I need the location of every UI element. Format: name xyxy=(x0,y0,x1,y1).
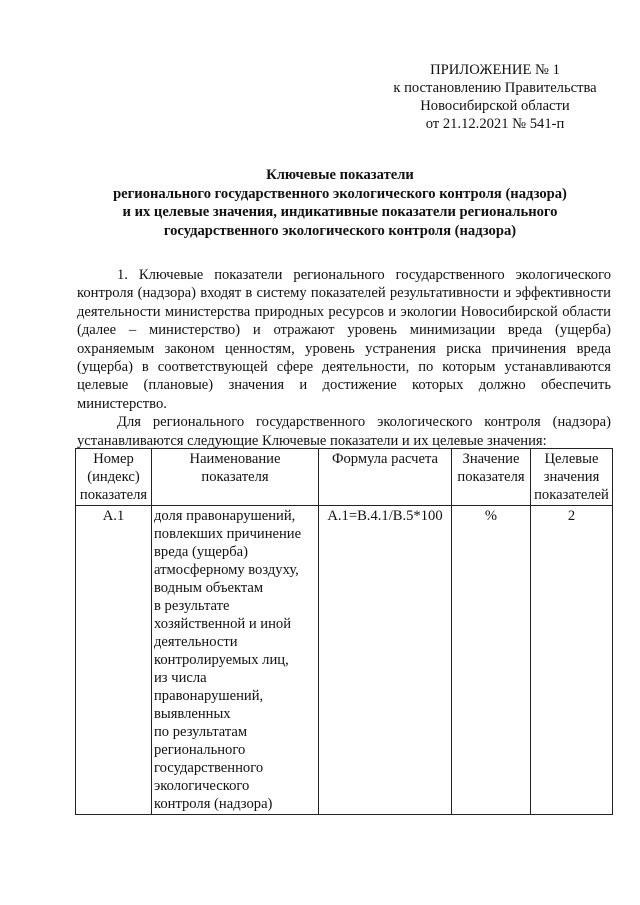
cell-target: 2 xyxy=(531,506,613,815)
appendix-resolution: к постановлению Правительства xyxy=(393,80,597,96)
cell-unit: % xyxy=(452,506,531,815)
title-line-4: государственного экологического контроля (надзора) xyxy=(163,222,517,239)
header-target: Целевые значения показателей xyxy=(531,449,613,506)
header-index: Номер (индекс) показателя xyxy=(76,449,152,506)
cell-name: доля правонарушений, повлекших причинение вреда (ущерба) атмосферному воздуху, водным объектам в результате хозяйственной и иной деятельности контролируемых лиц, из числа правонарушений, выявленных по результатам регионального государственного экологического контроля (надзора) xyxy=(152,506,319,815)
appendix-region: Новосибирской области xyxy=(420,98,570,114)
header-name: Наименование показателя xyxy=(152,449,319,506)
appendix-number: ПРИЛОЖЕНИЕ № 1 xyxy=(430,62,560,78)
title-line-2: регионального государственного экологического контроля (надзора) xyxy=(113,185,567,202)
cell-formula: А.1=В.4.1/В.5*100 xyxy=(319,506,452,815)
appendix-header xyxy=(385,61,605,133)
table-header-row xyxy=(76,449,613,506)
appendix-date: от 21.12.2021 № 541-п xyxy=(425,116,565,132)
title-line-3: и их целевые значения, индикативные показатели регионального xyxy=(122,204,558,220)
body-text xyxy=(77,266,611,450)
document-title xyxy=(70,166,610,240)
paragraph-1: 1. Ключевые показатели регионального государственного экологического контроля (надзора) входят в систему показателей результативности и эффективности деятельности министерства природных ресурсов и экологии Новосибирской области (далее – министерство) и отражают уровень минимизации вреда (ущерба) охраняемым законом ценностям, уровень устранения риска причинения вреда (ущерба) в соответствующей сфере деятельности, по которым устанавливаются целевые (плановые) значения и достижение которых должно обеспечить министерство. xyxy=(77,267,611,412)
paragraph-2: Для регионального государственного экологического контроля (надзора) устанавливаются следующие Ключевые показатели и их целевые значения: xyxy=(77,414,611,449)
cell-index: А.1 xyxy=(76,506,152,815)
title-line-1: Ключевые показатели xyxy=(266,167,414,183)
header-formula: Формула расчета xyxy=(319,449,452,506)
header-value: Значение показателя xyxy=(452,449,531,506)
table-row xyxy=(76,506,613,815)
indicators-table xyxy=(75,448,613,815)
